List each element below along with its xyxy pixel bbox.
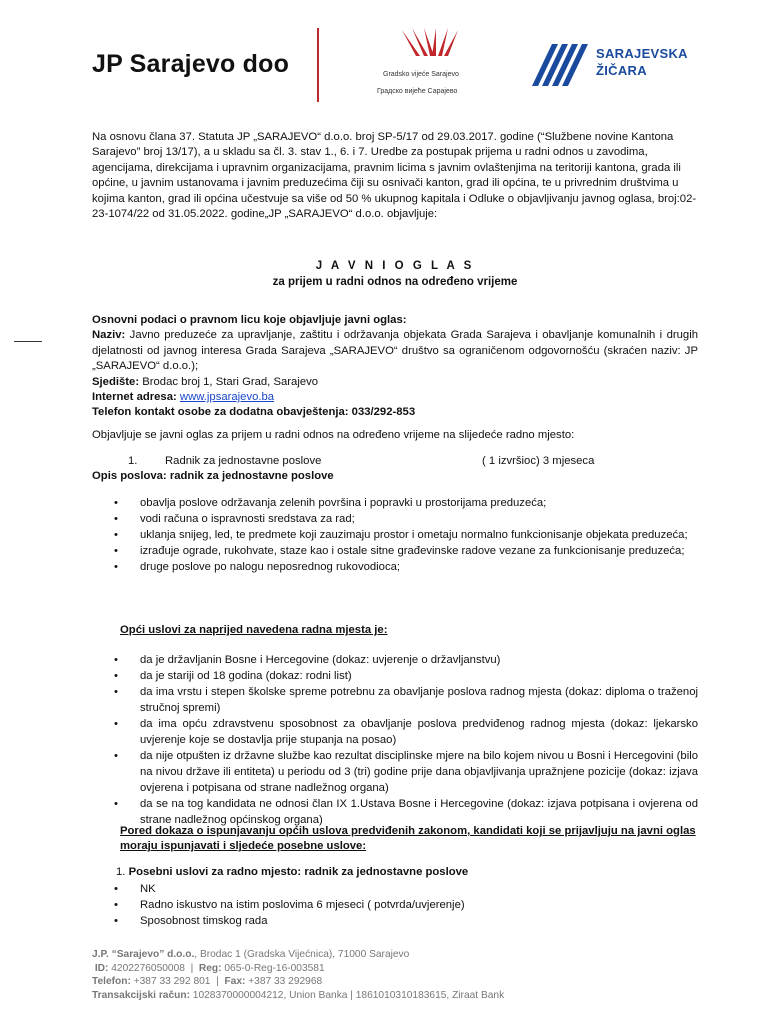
list-item: • obavlja poslove održavanja zelenih površina i popravki u prostorijama preduzeća; <box>114 497 547 509</box>
cable-car-name-line1: SARAJEVSKA <box>596 46 688 61</box>
sjediste-label: Sjedište: <box>92 375 140 388</box>
intro-paragraph: Na osnovu člana 37. Statuta JP „SARAJEVO“ d.o.o. broj SP-5/17 od 29.03.2017. godine (“Službene novine Kantona Sarajevo” broj 13/17), a u skladu sa čl. 3. stav 1., 6. i 7. Uredbe za postupak prijema u radni odnos u zavodima, agencijama, direkcijama i upravnim organizacijama, pravnim licima s javnim ovlaštenjima na teritoriji kantona, grada ili općine, u javnim ustanovama i javnim preduzećima čiji su osnivači kanton, grad ili općina, te u privrednim društvima u kojima kanton, grad ili općina učestvuje sa više od 50 % ukupnog kapitala i Odluke o objavljivanju javnog oglasa, broj:02-23-1074/22 od 31.05.2022. godine„JP „SARAJEVO“ d.o.o. objavljuje: <box>92 131 697 221</box>
general-conditions-list <box>114 652 698 828</box>
council-caption-cyrillic: Градско вијеће Сарајево <box>377 88 458 95</box>
bullet-icon: • <box>114 497 118 509</box>
margin-mark <box>14 341 42 342</box>
list-item: • da ima vrstu i stepen školske spreme potrebnu za obavljanje poslova radnog mjesta (dokaz: diploma o traženoj stručnoj spremi) <box>114 686 698 714</box>
title-line2: za prijem u radni odnos na određeno vrijeme <box>272 276 518 288</box>
bullet-icon: • <box>114 883 118 895</box>
header-divider <box>317 28 319 102</box>
duties-list <box>114 495 698 575</box>
list-item: • druge poslove po nalogu neposrednog rukovodioca; <box>114 561 401 573</box>
basic-info-section <box>92 313 698 421</box>
footer-id-label: ID: <box>94 962 109 974</box>
council-caption-latin: Gradsko vijeće Sarajevo <box>383 71 459 78</box>
page-footer: J.P. “Sarajevo” d.o.o., Brodac 1 (Gradska Vijećnica), 71000 Sarajevo ID: 4202276050008 | Reg: 065-0-Reg-16-003581 Telefon: +387 33 292 801 | Fax: +387 33 292968 Transakcijski račun: 1028370000004212, Union Banka | 1861010310183615, Ziraat Bank <box>92 949 505 1001</box>
bullet-icon: • <box>114 670 118 682</box>
footer-tel-value: +387 33 292 801 <box>130 976 211 988</box>
list-item: • da ima opću zdravstvenu sposobnost za obavljanje poslova predviđenog radnog mjesta (dokaz: ljekarsko uvjerenje koje se dostavlja prije stupanja na posao) <box>114 718 698 746</box>
list-item: • Sposobnost timskog rada <box>114 915 268 927</box>
footer-fax-label: Fax: <box>224 976 246 988</box>
announcement-line: Objavljuje se javni oglas za prijem u radni odnos na određeno vrijeme na slijedeće radno mjesto: <box>92 429 575 441</box>
list-item: • NK <box>114 883 156 895</box>
footer-id-value: 4202276050008 <box>108 962 185 974</box>
company-brand: JP Sarajevo doo <box>92 50 290 78</box>
position-row <box>92 454 698 470</box>
website-link[interactable]: www.jpsarajevo.ba <box>179 391 275 404</box>
list-item: • vodi računa o ispravnosti sredstava za rad; <box>114 513 355 525</box>
footer-account-value: 1028370000004212, Union Banka | 1861010310183615, Ziraat Bank <box>189 989 505 1001</box>
sjediste-text: Brodac broj 1, Stari Grad, Sarajevo <box>139 375 319 388</box>
list-item: • da nije otpušten iz državne službe kao rezultat disciplinske mjere na bilo kojem nivou u Bosni i Hercegovini (bilo na nivou države ili entiteta) u periodu od 3 (tri) godine prije dana objavljivanja upražnjene pozicije (dokaz: izjava ovjerena i potpisana od strane nadležnog organa) <box>114 750 698 794</box>
bullet-icon: • <box>114 915 118 927</box>
document-title <box>92 258 698 290</box>
web-label: Internet adresa: <box>92 391 177 404</box>
bullet-icon: • <box>114 654 118 666</box>
bullet-icon: • <box>114 718 118 730</box>
footer-reg-value: 065-0-Reg-16-003581 <box>221 962 325 974</box>
position-name: Radnik za jednostavne poslove <box>165 455 322 467</box>
bullet-icon: • <box>114 513 118 525</box>
bullet-icon: • <box>114 899 118 911</box>
bullet-icon: • <box>114 561 118 573</box>
bullet-icon: • <box>114 750 118 762</box>
position-number: 1. <box>128 455 138 467</box>
footer-company: J.P. “Sarajevo” d.o.o. <box>92 949 195 960</box>
list-item: • da se na tog kandidata ne odnosi član IX 1.Ustava Bosne i Hercegovine (dokaz: izjava potpisana i ovjerena od strane nadležnog općinskog organa) <box>114 798 698 826</box>
list-item: • da je stariji od 18 godina (dokaz: rodni list) <box>114 670 352 682</box>
bullet-icon: • <box>114 798 118 810</box>
bullet-icon: • <box>114 529 118 541</box>
cable-car-logo <box>530 36 588 88</box>
list-item: • izrađuje ograde, rukohvate, staze kao i ostale sitne građevinske radove vezane za funkcionisanje preduzeća; <box>114 545 685 557</box>
special-heading-text: Posebni uslovi za radno mjesto: radnik za jednostavne poslove <box>128 866 469 878</box>
footer-tel-label: Telefon: <box>92 976 131 988</box>
city-council-logo <box>398 26 462 64</box>
footer-address: , Brodac 1 (Gradska Vijećnica), 71000 Sarajevo <box>194 949 410 960</box>
general-conditions-heading: Opći uslovi za naprijed navedena radna mjesta je: <box>120 624 388 636</box>
list-item: • uklanja snijeg, led, te predmete koji zauzimaju prostor i ometaju normalno funkcionisanje objekata preduzeća; <box>114 529 688 541</box>
bullet-icon: • <box>114 686 118 698</box>
cable-car-name-line2: ŽIČARA <box>596 63 647 78</box>
footer-account-label: Transakcijski račun: <box>92 989 190 1001</box>
title-line1: J A V N I O G L A S <box>315 260 475 272</box>
bullet-icon: • <box>114 545 118 557</box>
phone-line: Telefon kontakt osobe za dodatna obavještenja: 033/292-853 <box>92 406 416 419</box>
naziv-label: Naziv: <box>92 329 126 342</box>
list-item: • da je državljanin Bosne i Hercegovine (dokaz: uvjerenje o državljanstvu) <box>114 654 501 666</box>
basic-heading: Osnovni podaci o pravnom licu koje objavljuje javni oglas: <box>92 314 407 326</box>
position-duration: ( 1 izvršioc) 3 mjeseca <box>482 455 595 467</box>
special-conditions-list <box>114 881 698 929</box>
footer-reg-label: Reg: <box>198 962 222 974</box>
special-conditions-heading <box>116 866 468 878</box>
special-heading-number: 1. <box>116 866 129 878</box>
duties-heading: Opis poslova: radnik za jednostavne poslove <box>92 470 334 482</box>
naziv-text: Javno preduzeće za upravljanje, zaštitu i održavanja objekata Grada Sarajeva i obavljanje komunalnih i drugih djelatnosti od javnog interesa Grada Sarajeva „SARAJEVO“ društvo sa ograničenom odgovornošću (skraćen naziv: JP „SARAJEVO“ d.o.o.); <box>92 329 698 373</box>
special-conditions-intro: Pored dokaza o ispunjavanju općih uslova predviđenih zakonom, kandidati koji se prijavljuju na javni oglas moraju ispunjavati i sljedeće posebne uslove: <box>120 825 696 853</box>
footer-fax-value: +387 33 292968 <box>245 976 323 988</box>
list-item: • Radno iskustvo na istim poslovima 6 mjeseci ( potvrda/uvjerenje) <box>114 899 465 911</box>
